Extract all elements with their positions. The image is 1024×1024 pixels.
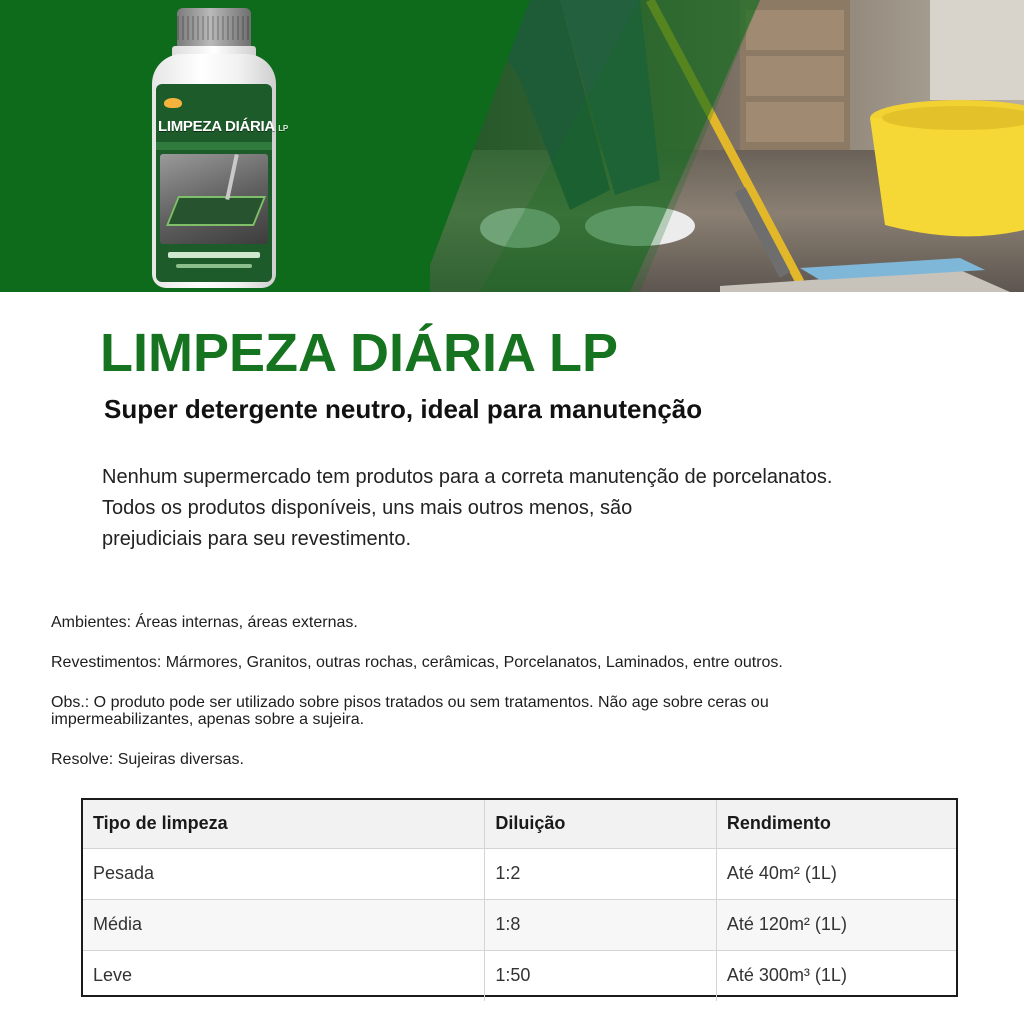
cell-tipo: Pesada (83, 848, 485, 899)
intro-line: Todos os produtos disponíveis, uns mais outros menos, são (102, 497, 633, 519)
header-diluicao: Diluição (485, 800, 717, 848)
bottle-label-suffix: LP (278, 124, 288, 133)
bottle-label-title (158, 118, 288, 135)
header-rendimento: Rendimento (716, 800, 956, 848)
cell-tipo: Leve (83, 950, 485, 1001)
bottle-label-footer-line (176, 264, 252, 268)
header-tipo-de-limpeza: Tipo de limpeza (83, 800, 485, 848)
table-row (83, 899, 956, 950)
intro-line: prejudiciais para seu revestimento. (102, 528, 412, 550)
product-bottle (150, 8, 288, 288)
table-row (83, 848, 956, 899)
cell-diluicao: 1:8 (485, 899, 717, 950)
dilution-table (81, 798, 958, 997)
cell-rendimento: Até 120m² (1L) (716, 899, 956, 950)
bottle-label-footer (168, 252, 260, 258)
table-row (83, 950, 956, 1001)
dilution-table-grid (83, 800, 956, 1001)
bottle-label-text: LIMPEZA DIÁRIA (158, 118, 275, 135)
detail-resolve: Resolve: Sujeiras diversas. (51, 751, 244, 768)
bottle-label-photo (160, 154, 268, 244)
product-subtitle: Super detergente neutro, ideal para manutenção (104, 394, 703, 424)
cell-rendimento: Até 40m² (1L) (716, 848, 956, 899)
intro-paragraph (102, 462, 942, 555)
detail-obs-line-2: impermeabilizantes, apenas sobre a sujeira. (51, 711, 365, 728)
hero-banner (0, 0, 1024, 292)
bottle-cap (177, 8, 251, 48)
detail-ambientes: Ambientes: Áreas internas, áreas externas. (51, 614, 358, 631)
cell-diluicao: 1:2 (485, 848, 717, 899)
cell-tipo: Média (83, 899, 485, 950)
product-title: LIMPEZA DIÁRIA LP (100, 323, 618, 383)
intro-line: Nenhum supermercado tem produtos para a correta manutenção de porcelanatos. (102, 466, 833, 488)
table-header-row (83, 800, 956, 848)
bottle-label-stripe (156, 142, 272, 150)
detail-revestimentos: Revestimentos: Mármores, Granitos, outras rochas, cerâmicas, Porcelanatos, Laminados, entre outros. (51, 654, 783, 671)
cell-diluicao: 1:50 (485, 950, 717, 1001)
brand-logo-icon (164, 98, 182, 108)
bottle-label (156, 84, 288, 282)
detail-obs-line-1: Obs.: O produto pode ser utilizado sobre pisos tratados ou sem tratamentos. Não age sobre ceras ou (51, 694, 769, 711)
cell-rendimento: Até 300m³ (1L) (726, 965, 847, 986)
